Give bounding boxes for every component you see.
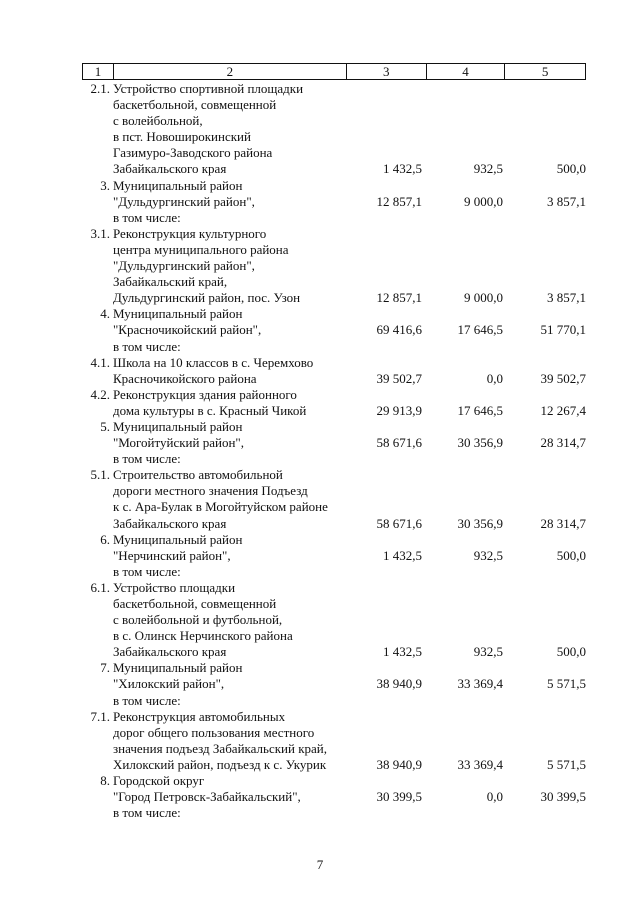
header-col-5: 5 — [541, 63, 549, 79]
description-line: "Нерчинский район", — [113, 547, 231, 563]
row-description — [113, 580, 379, 660]
table-row — [82, 660, 586, 708]
value-col-3: 58 671,6 — [376, 515, 422, 531]
table-body — [82, 81, 586, 821]
value-col-5: 12 267,4 — [540, 402, 586, 418]
value-col-3: 38 940,9 — [376, 756, 422, 772]
header-col-2: 2 — [114, 64, 347, 79]
description-line: Муниципальный район — [113, 531, 243, 547]
table-row — [82, 467, 586, 531]
description-line: Муниципальный район — [113, 418, 243, 434]
row-number: 4. — [100, 306, 110, 322]
value-col-4: 0,0 — [486, 370, 503, 386]
row-number: 7.1. — [90, 708, 110, 724]
description-line: в пст. Новоширокинский — [113, 129, 251, 145]
description-line: значения подъезд Забайкальский край, — [113, 740, 327, 756]
description-line: Реконструкция автомобильных — [113, 708, 286, 724]
table-row — [82, 580, 586, 660]
table-row — [82, 306, 586, 354]
description-line: Реконструкция здания районного — [113, 386, 297, 402]
value-col-4: 17 646,5 — [457, 322, 503, 338]
value-col-5: 28 314,7 — [540, 515, 586, 531]
value-col-3: 39 502,7 — [376, 370, 422, 386]
row-description — [113, 532, 379, 580]
value-col-3: 1 432,5 — [383, 161, 422, 177]
row-number: 4.2. — [90, 386, 110, 402]
description-line: Забайкальского края — [113, 515, 227, 531]
description-line: с волейбольной, — [113, 113, 203, 129]
description-line: дороги местного значения Подъезд — [113, 483, 308, 499]
row-number: 5.1. — [90, 467, 110, 483]
description-line: "Хилокский район", — [113, 676, 225, 692]
page-number: 7 — [316, 857, 324, 872]
row-description — [113, 660, 379, 708]
value-col-4: 30 356,9 — [457, 435, 503, 451]
table-row — [82, 709, 586, 773]
table-row — [82, 355, 586, 387]
description-line: Муниципальный район — [113, 660, 243, 676]
value-col-3: 38 940,9 — [376, 676, 422, 692]
header-col-4: 4 — [427, 64, 506, 79]
value-col-3: 29 913,9 — [376, 402, 422, 418]
row-description — [113, 387, 379, 419]
description-line: в том числе: — [113, 563, 181, 579]
row-number: 5. — [100, 418, 110, 434]
value-col-4: 30 356,9 — [457, 515, 503, 531]
value-col-3: 69 416,6 — [376, 322, 422, 338]
value-col-5: 5 571,5 — [547, 676, 586, 692]
table-row — [82, 532, 586, 580]
description-line: в том числе: — [113, 338, 181, 354]
row-number: 3. — [100, 177, 110, 193]
value-col-5: 30 399,5 — [540, 789, 586, 805]
value-col-5: 500,0 — [556, 644, 586, 660]
value-col-5: 3 857,1 — [547, 290, 586, 306]
row-number: 7. — [100, 660, 110, 676]
description-line: Красночикойского района — [113, 370, 257, 386]
value-col-4: 9 000,0 — [464, 193, 503, 209]
value-col-4: 17 646,5 — [457, 402, 503, 418]
value-col-5: 51 770,1 — [540, 322, 586, 338]
description-line: Забайкальского края — [113, 644, 227, 660]
description-line: в с. Олинск Нерчинского района — [113, 628, 293, 644]
value-col-3: 30 399,5 — [376, 789, 422, 805]
description-line: к с. Ара-Булак в Могойтуйском районе — [113, 499, 328, 515]
value-col-4: 9 000,0 — [464, 290, 503, 306]
row-number: 6. — [100, 531, 110, 547]
row-number: 2.1. — [90, 81, 110, 96]
description-line: Забайкальского края — [113, 161, 227, 177]
row-description — [113, 467, 379, 531]
value-col-4: 0,0 — [486, 789, 503, 805]
value-col-5: 500,0 — [556, 161, 586, 177]
description-line: Устройство спортивной площадки — [113, 81, 304, 96]
value-col-3: 58 671,6 — [376, 435, 422, 451]
value-col-4: 932,5 — [473, 547, 503, 563]
description-line: баскетбольной, совмещенной — [113, 97, 277, 113]
description-line: Хилокский район, подъезд к с. Укурик — [113, 756, 327, 772]
row-number: 3.1. — [90, 225, 110, 241]
value-col-4: 33 369,4 — [457, 756, 503, 772]
row-description — [113, 306, 379, 354]
description-line: дома культуры в с. Красный Чикой — [113, 402, 307, 418]
description-line: Муниципальный район — [113, 177, 243, 193]
value-col-5: 3 857,1 — [547, 193, 586, 209]
row-description — [113, 773, 379, 821]
description-line: "Могойтуйский район", — [113, 435, 244, 451]
description-line: Школа на 10 классов в с. Черемхово — [113, 354, 314, 370]
row-description — [113, 709, 379, 773]
header-col-3: 3 — [347, 64, 427, 79]
row-description — [113, 226, 379, 306]
value-col-3: 1 432,5 — [383, 547, 422, 563]
table-row — [82, 226, 586, 306]
description-line: в том числе: — [113, 692, 181, 708]
table-header — [82, 63, 586, 80]
description-line: Муниципальный район — [113, 306, 243, 322]
description-line: Реконструкция культурного — [113, 225, 267, 241]
description-line: с волейбольной и футбольной, — [113, 612, 283, 628]
description-line: Строительство автомобильной — [113, 467, 283, 483]
row-number: 8. — [100, 773, 110, 789]
description-line: Дульдургинский район, пос. Узон — [113, 290, 301, 306]
description-line: Забайкальский край, — [113, 274, 228, 290]
value-col-3: 12 857,1 — [376, 193, 422, 209]
description-line: дорог общего пользования местного — [113, 724, 315, 740]
description-line: баскетбольной, совмещенной — [113, 596, 277, 611]
header-col-1: 1 — [83, 64, 114, 79]
description-line: Устройство площадки — [113, 579, 236, 595]
description-line: "Дульдургинский район", — [113, 258, 255, 274]
value-col-3: 12 857,1 — [376, 290, 422, 306]
description-line: "Дульдургинский район", — [113, 193, 255, 209]
value-col-4: 932,5 — [473, 644, 503, 660]
row-description — [113, 355, 379, 387]
value-col-3: 1 432,5 — [383, 644, 422, 660]
description-line: Городской округ — [113, 773, 205, 789]
table-row — [82, 81, 586, 178]
row-description — [113, 178, 379, 226]
description-line: в том числе: — [113, 451, 181, 467]
row-description — [113, 81, 379, 178]
value-col-4: 932,5 — [473, 161, 503, 177]
row-number: 4.1. — [90, 354, 110, 370]
description-line: "Красночикойский район", — [113, 322, 262, 338]
description-line: в том числе: — [113, 209, 181, 225]
description-line: "Город Петровск-Забайкальский", — [113, 789, 301, 805]
table-row — [82, 773, 586, 821]
value-col-5: 39 502,7 — [540, 370, 586, 386]
value-col-5: 28 314,7 — [540, 435, 586, 451]
row-number: 6.1. — [90, 579, 110, 595]
description-line: в том числе: — [113, 805, 181, 821]
value-col-4: 33 369,4 — [457, 676, 503, 692]
value-col-5: 5 571,5 — [547, 756, 586, 772]
row-description — [113, 419, 379, 467]
table-row — [82, 178, 586, 226]
description-line: Газимуро-Заводского района — [113, 145, 273, 161]
table-row — [82, 387, 586, 419]
value-col-5: 500,0 — [556, 547, 586, 563]
table-row — [82, 419, 586, 467]
description-line: центра муниципального района — [113, 241, 289, 257]
